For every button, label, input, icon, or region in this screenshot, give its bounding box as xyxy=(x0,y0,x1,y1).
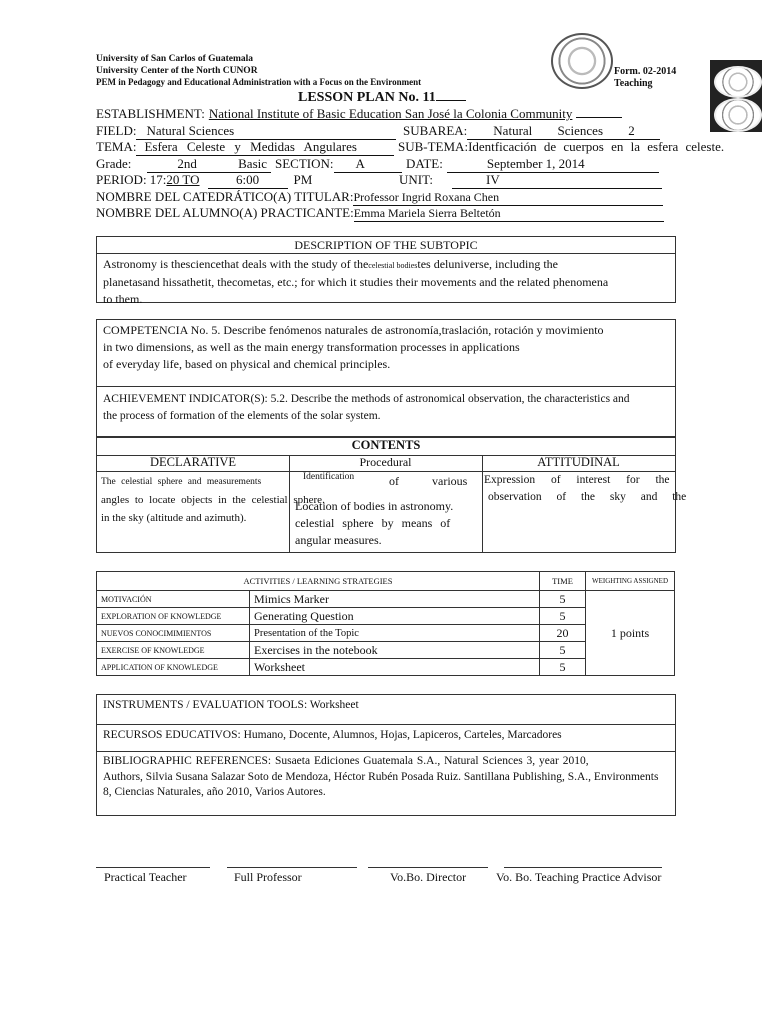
signature-full-professor: Full Professor xyxy=(234,870,302,884)
instruments-text: INSTRUMENTS / EVALUATION TOOLS: Worksheet xyxy=(97,695,675,725)
signature-line xyxy=(227,867,357,868)
form-number: Form. 02-2014 xyxy=(614,66,677,77)
signature-line xyxy=(96,867,210,868)
signature-practical-teacher: Practical Teacher xyxy=(104,870,187,884)
signature-line xyxy=(368,867,488,868)
establishment-row: ESTABLISHMENT: National Institute of Basic Education San José la Colonia Community xyxy=(96,106,622,122)
section-row: SECTION: A xyxy=(275,156,402,173)
attitudinal-column xyxy=(482,455,687,552)
teacher-row: NOMBRE DEL CATEDRÁTICO(A) TITULAR:Professor Ingrid Roxana Chen xyxy=(96,189,663,206)
unit-value: IV xyxy=(452,172,662,189)
table-row: NUEVOS CONOCIMIMIENTOS Presentation of the Topic 20 xyxy=(97,625,675,642)
period-row: PERIOD: 17:20 TO 6:00 PM xyxy=(96,172,313,187)
weight-value: 1 points xyxy=(586,591,675,676)
description-box xyxy=(96,236,676,306)
procedural-text: Identification of various xyxy=(303,472,468,488)
signature-director: Vo.Bo. Director xyxy=(390,870,467,884)
table-row: MOTIVACIÓN Mimics Marker 5 1 points xyxy=(97,591,675,608)
student-row: NOMBRE DEL ALUMNO(A) PRACTICANTE:Emma Mariela Sierra Beltetón xyxy=(96,205,664,222)
unit-row: UNIT: IV xyxy=(399,172,662,189)
weight-heading: WEIGHTING ASSIGNED xyxy=(586,572,675,591)
field-value: Natural Sciences xyxy=(136,123,396,140)
period-end: 6:00 xyxy=(208,172,288,189)
center-name: University Center of the North CUNOR xyxy=(96,66,258,76)
evaluation-box xyxy=(96,694,676,816)
grade-row: Grade: 2nd Basic xyxy=(96,156,271,173)
secondary-seal-logo xyxy=(710,60,762,132)
signature-line xyxy=(504,867,662,868)
grade-value: 2nd Basic xyxy=(147,156,271,173)
time-heading: TIME xyxy=(540,572,586,591)
declarative-heading: DECLARATIVE xyxy=(97,455,289,472)
description-heading: DESCRIPTION OF THE SUBTOPIC xyxy=(97,237,675,254)
subtema-value: Identficación de cuerpos en la esfera celeste. xyxy=(468,139,725,154)
competencia-text: COMPETENCIA No. 5. Describe fenómenos naturales de astronomía,traslación, rotación y movimiento in two dimensions, as well as the main energy transformation processes in applications of everyday life, based on physical and chemical principles. xyxy=(97,320,675,387)
teacher-value: Professor Ingrid Roxana Chen xyxy=(353,189,663,206)
table-row: APPLICATION OF KNOWLEDGE Worksheet 5 xyxy=(97,659,675,676)
student-value: Emma Mariela Sierra Beltetón xyxy=(354,205,664,222)
table-row: EXERCISE OF KNOWLEDGE Exercises in the notebook 5 xyxy=(97,642,675,659)
signature-advisor: Vo. Bo. Teaching Practice Advisor xyxy=(496,870,662,884)
section-value: A xyxy=(334,156,402,173)
university-name: University of San Carlos of Guatemala xyxy=(96,54,254,64)
page-title: LESSON PLAN No. 11 xyxy=(298,90,466,106)
field-row: FIELD: Natural Sciences xyxy=(96,123,396,140)
activities-table xyxy=(96,571,675,676)
establishment-value: National Institute of Basic Education San José la Colonia Community xyxy=(208,106,573,121)
table-row: EXPLORATION OF KNOWLEDGE Generating Question 5 xyxy=(97,608,675,625)
bibliography-text: BIBLIOGRAPHIC REFERENCES: Susaeta Ediciones Guatemala S.A., Natural Sciences 3, year 2010, Authors, Silvia Susana Salazar Soto de Mendoza, Héctor Rubén Posada Ruiz. Santillana Publishing, S.A., Environments 8, Ciencias Naturales, año 2010, Varios Autores. xyxy=(103,755,659,798)
subarea-row: SUBAREA: Natural Sciences 2 xyxy=(403,123,660,140)
procedural-column: Procedural Identification of various Location of bodies in astronomy. celestial sphere by means of angular measures. xyxy=(289,455,483,552)
procedural-heading: Procedural xyxy=(289,455,482,472)
program-name: PEM in Pedagogy and Educational Administration with a Focus on the Environment xyxy=(96,77,422,87)
tema-value: Esfera Celeste y Medidas Angulares xyxy=(136,139,394,156)
period-start: 20 TO xyxy=(166,172,200,187)
attitudinal-heading: ATTITUDINAL xyxy=(482,455,675,472)
contents-box xyxy=(96,437,687,553)
form-sub: Teaching xyxy=(614,78,653,89)
attitudinal-text: Expression of interest for the observation of the sky and the xyxy=(484,474,687,503)
description-text: Astronomy is thesciencethat deals with the study of thecelestial bodiestes deluniverse, including the planetasand hissathetit, thecometas, etc.; for which it studies their movements and the related phenomena to them. xyxy=(103,257,609,306)
declarative-column xyxy=(97,455,325,552)
subtema-row: SUB-TEMA:Identficación de cuerpos en la esfera celeste. xyxy=(398,139,725,154)
achievement-text: ACHIEVEMENT INDICATOR(S): 5.2. Describe the methods of astronomical observation, the characteristics and the process of formation of the elements of the solar system. xyxy=(103,393,630,422)
subarea-value: Natural Sciences 2 xyxy=(467,123,660,140)
competencia-box xyxy=(96,319,676,437)
activities-heading: ACTIVITIES / LEARNING STRATEGIES xyxy=(97,572,540,591)
contents-heading: CONTENTS xyxy=(97,438,675,456)
tema-row: TEMA: Esfera Celeste y Medidas Angulares xyxy=(96,139,394,156)
university-seal-logo xyxy=(551,33,613,89)
date-value: September 1, 2014 xyxy=(447,156,659,173)
declarative-text: The celestial sphere and measurements angles to locate objects in the celestial sphere. in the sky (altitude and azimuth). xyxy=(101,477,325,524)
recursos-text: RECURSOS EDUCATIVOS: Humano, Docente, Alumnos, Hojas, Lapiceros, Carteles, Marcadores xyxy=(97,725,675,752)
date-row: DATE: September 1, 2014 xyxy=(406,156,659,173)
